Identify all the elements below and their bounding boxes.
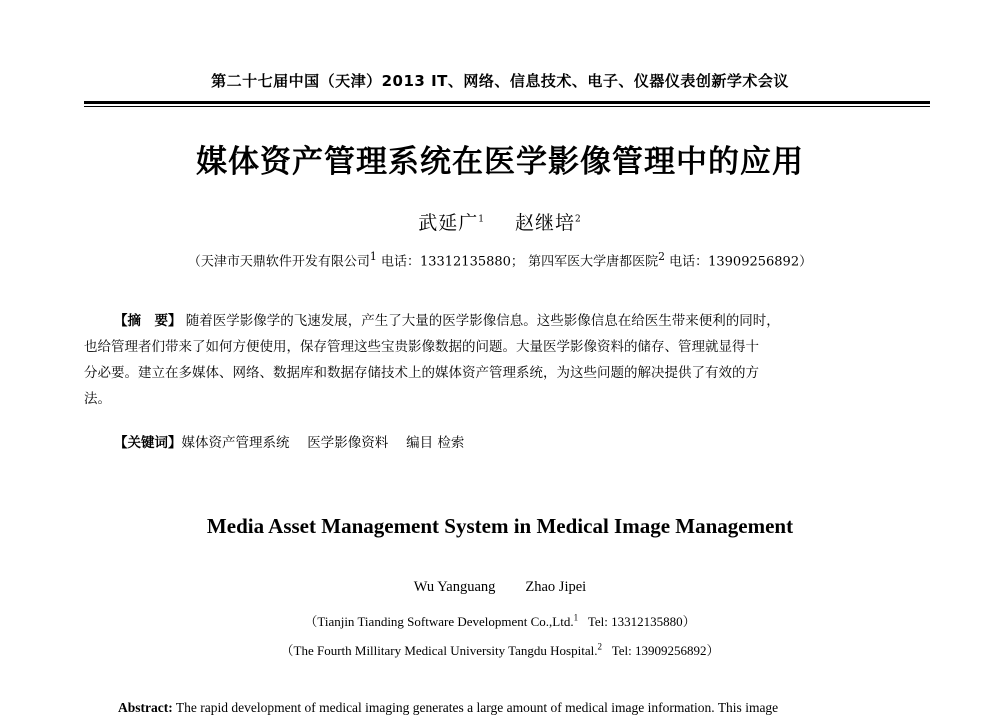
author-mark: 1 xyxy=(478,214,485,225)
affiliation-mark: 1 xyxy=(369,250,377,263)
header-rule-thick xyxy=(84,101,930,104)
affiliation-mark: 1 xyxy=(573,612,579,623)
chinese-title: 媒体资产管理系统在医学影像管理中的应用 xyxy=(196,144,804,180)
affiliation-mark: 2 xyxy=(597,641,602,652)
keywords-label: 【关键词】 xyxy=(114,435,182,451)
affiliation-org: （The Fourth Millitary Medical University Tangdu Hospital. xyxy=(280,643,598,658)
abstract-label: Abstract: xyxy=(118,700,173,715)
header-rule-thin xyxy=(84,106,930,107)
affiliation-tel: Tel: 13312135880） xyxy=(587,614,696,629)
chinese-abstract xyxy=(84,308,932,412)
author-name: 武延广 xyxy=(418,212,479,234)
keywords-terms: 媒体资产管理系统 医学影像资料 编目 检索 xyxy=(181,435,465,451)
author-name: Zhao Jipei xyxy=(525,579,587,595)
english-title: Media Asset Management System in Medical Image Management xyxy=(206,514,794,538)
english-authors xyxy=(0,579,1000,596)
author-mark: 2 xyxy=(575,214,582,225)
affiliation-org: （天津市天鼎软件开发有限公司 xyxy=(187,254,370,270)
author-name: Wu Yanguang xyxy=(413,579,496,595)
chinese-affiliation xyxy=(0,250,1000,269)
conference-header: 第二十七届中国（天津）2013 IT、网络、信息技术、电子、仪器仪表创新学术会议 xyxy=(211,72,789,90)
affiliation-org: 第四军医大学唐都医院 xyxy=(528,254,659,270)
abstract-line: 分必要。建立在多媒体、网络、数据库和数据存储技术上的媒体资产管理系统，为这些问题的解决提供了有效的方 xyxy=(84,365,759,381)
affiliation-mark: 2 xyxy=(658,250,665,263)
abstract-line: 随着医学影像学的飞速发展，产生了大量的医学影像信息。这些影像信息在给医生带来便利的同时， xyxy=(185,313,780,329)
chinese-authors xyxy=(0,208,1000,235)
abstract-line: 也给管理者们带来了如何方便使用，保存管理这些宝贵影像数据的问题。大量医学影像资料的储存、管理就显得十 xyxy=(84,339,759,355)
abstract-line: 法。 xyxy=(84,391,111,407)
affiliation-org: （Tianjin Tianding Software Development Co.,Ltd. xyxy=(304,614,574,629)
chinese-keywords xyxy=(114,431,464,451)
affiliation-tel: 电话：13909256892） xyxy=(669,254,813,270)
author-name: 赵继培 xyxy=(515,212,576,234)
english-affiliation-2 xyxy=(0,640,1000,659)
affiliation-tel: Tel: 13909256892） xyxy=(611,643,720,658)
english-abstract xyxy=(118,700,948,716)
affiliation-tel: 电话：13312135880； xyxy=(380,254,524,270)
english-affiliation-1 xyxy=(0,611,1000,630)
abstract-label: 【摘 要】 xyxy=(114,313,182,329)
abstract-text: The rapid development of medical imaging generates a large amount of medical image information. This image xyxy=(175,700,779,715)
